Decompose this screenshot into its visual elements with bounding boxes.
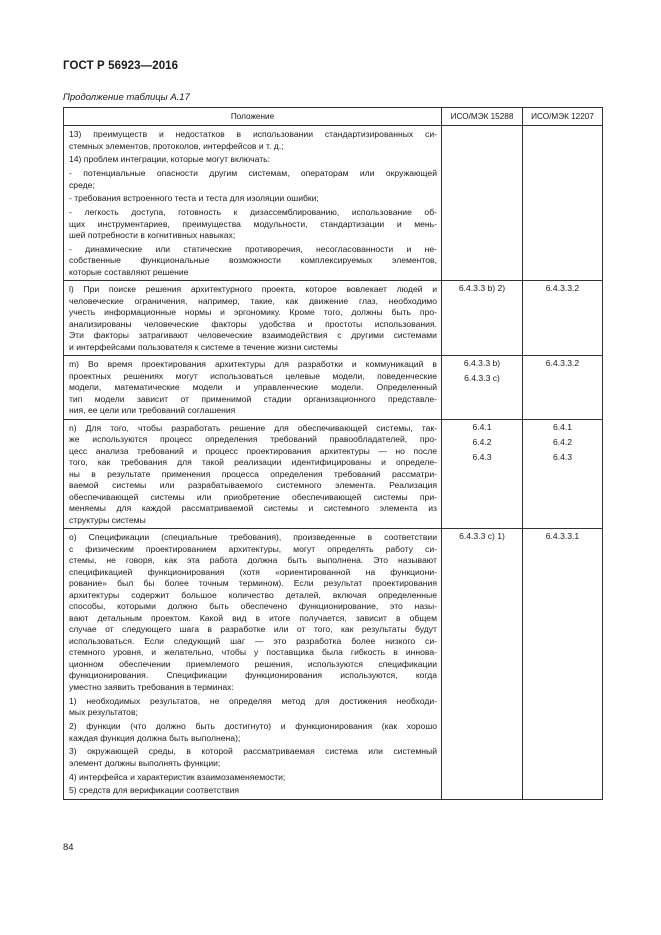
provision-text-line: же используются процесс определения требований правообладателей, про- xyxy=(69,434,437,445)
provision-text-line: спецификацией функционирования (хотя «ориентированной на функциони- xyxy=(69,566,437,577)
provision-text-line: 13) преимуществ и недостатков в использовании стандартизированных си- xyxy=(69,129,437,139)
provision-cell xyxy=(64,356,442,420)
provision-text-line: стемного уровня, и желательно, чтобы у поставщика была гибкость в иннова- xyxy=(69,647,437,658)
provision-cell xyxy=(64,529,442,799)
provision-cell xyxy=(64,419,442,529)
provision-text-line: ны в результате применения процесса определения требований рассматри- xyxy=(69,468,437,479)
provision-text-line: которые составляют решение xyxy=(69,266,189,277)
table-row xyxy=(64,356,603,420)
provision-text-line: - динамические или статические противоречия, несогласованности и не- xyxy=(69,243,437,254)
iso12207-ref-cell xyxy=(523,126,603,281)
provision-cell xyxy=(64,281,442,356)
iso12207-ref: 6.4.3.3.1 xyxy=(545,531,580,542)
table-row xyxy=(64,419,603,529)
provision-text-line: цесс анализа требований и процесс проектирования архитектуры — но после xyxy=(69,445,437,456)
provision-text-line: тип модели зависит от применимой стадии организационного представле- xyxy=(69,393,437,404)
provision-text-line: использоваться. Если следующий шаг — это разработка более низкого си- xyxy=(69,635,437,646)
column-header-iso12207: ИСО/МЭК 12207 xyxy=(523,108,603,126)
iso12207-ref: 6.4.3.3.2 xyxy=(545,358,580,369)
provision-text-line: l) При поиске решения архитектурного проекта, которое вовлекает людей и xyxy=(69,284,437,295)
provision-text-line: стемных элементов, протоколов, интерфейсов и т. д.; xyxy=(69,140,284,151)
requirements-table xyxy=(63,107,603,800)
table-row xyxy=(64,126,603,281)
iso15288-ref: 6.4.3.3 b) xyxy=(463,358,501,369)
provision-text-line: мых результатов; xyxy=(69,707,138,718)
provision-text-line: учесть информационные нормы и эргономику. Кроме того, должны быть про- xyxy=(69,307,437,318)
iso15288-ref: 6.4.3 xyxy=(472,451,492,462)
provision-text-line: случае от следующего шага в разработке или от того, как результаты будут xyxy=(69,624,437,635)
column-header-iso15288: ИСО/МЭК 15288 xyxy=(442,108,523,126)
provision-text-line: 2) функции (что должно быть достигнуто) и функционирования (как хорошо xyxy=(69,721,437,732)
provision-text-line: 4) интерфейса и характеристик взаимозаменяемости; xyxy=(69,771,286,782)
provision-text-line: - требования встроенного теста и теста для изоляции ошибки; xyxy=(69,193,319,204)
provision-text-line: и интерфейсами пользователя к системе в течение жизни системы xyxy=(69,341,338,352)
iso12207-ref: 6.4.3 xyxy=(552,451,573,462)
provision-text-line: 14) проблем интеграции, которые могут включать: xyxy=(69,154,270,165)
provision-text-line: - легкость доступа, готовность к дизассемблированию, использование об- xyxy=(69,207,437,218)
provision-text-line: вают детальным проектом. Какой вид в итоге получается, зависит в общем xyxy=(69,612,437,623)
provision-text-line: человеческие ограничения, например, такие, как движение глаз, необходимо xyxy=(69,295,437,306)
provision-text-line: меняемы для каждой рассматриваемой системы и системного элемента из xyxy=(69,503,437,514)
document-title: ГОСТ Р 56923—2016 xyxy=(63,60,179,72)
provision-text-line: анализированы человеческие факторы удобства и простоты использования. xyxy=(69,318,437,329)
iso12207-ref-cell xyxy=(523,419,603,529)
provision-text-line: уместно заявить требования в терминах: xyxy=(69,681,234,692)
provision-text-line: рование» был бы более точным термином). Если результат проектирования xyxy=(69,578,437,589)
iso15288-ref: 6.4.1 xyxy=(472,421,492,432)
provision-text-line: n) Для того, чтобы разработать решение для обеспечивающей системы, так- xyxy=(69,422,437,433)
provision-text-line: ния, ее цели или требований соглашения xyxy=(69,405,236,416)
iso12207-ref-cell xyxy=(523,529,603,799)
iso12207-ref-cell xyxy=(523,356,603,420)
iso15288-ref-cell xyxy=(442,529,523,799)
provision-cell xyxy=(64,126,442,281)
provision-text-line: щих инструментариев, преимущества модульности, стандартизации и мень- xyxy=(69,218,437,229)
page-number: 84 xyxy=(63,842,74,853)
table-continuation-caption: Продолжение таблицы А.17 xyxy=(63,92,190,103)
iso12207-ref: 6.4.2 xyxy=(552,436,573,447)
provision-text-line: о) Спецификации (специальные требования), произведенные в соответствии xyxy=(69,532,437,543)
provision-text-line: архитектуры содержит большое количество деталей, включая определенные xyxy=(69,589,437,600)
provision-text-line: функционирования. Спецификации функционирования используются, когда xyxy=(69,670,437,681)
iso15288-ref: 6.4.3.3 c) 1) xyxy=(459,531,505,542)
provision-text-line: шей потребности в когнитивных навыках; xyxy=(69,230,236,241)
iso15288-ref-cell xyxy=(442,281,523,356)
iso15288-ref: 6.4.3.3 c) xyxy=(464,373,500,384)
provision-text-line: среде; xyxy=(69,179,95,190)
provision-text-line: 1) необходимых результатов, не определяя метод для достижения необходи- xyxy=(69,695,437,706)
table-row xyxy=(64,529,603,799)
provision-text-line: m) Во время проектирования архитектуры для разработки и коммуникаций в xyxy=(69,359,437,370)
provision-text-line: собственные функциональные возможности комплексируемых элементов, xyxy=(69,255,437,266)
iso12207-ref: 6.4.1 xyxy=(552,421,573,432)
provision-text-line: способы, которыми должно быть обеспечено функционирование, это назы- xyxy=(69,601,437,612)
provision-text-line: каждая функция должна быть выполнена); xyxy=(69,732,241,743)
iso15288-ref: 6.4.3.3 b) 2) xyxy=(458,283,506,294)
table-header-row xyxy=(64,108,603,126)
provision-text-line: с физическим проектированием архитектуры, могут определять работу си- xyxy=(69,543,437,554)
iso12207-ref: 6.4.3.3.2 xyxy=(545,283,580,294)
provision-text-line: проектных решениях могут использоваться целевые модели, поведенческие xyxy=(69,370,437,381)
column-header-provision: Положение xyxy=(64,108,442,126)
provision-text-line: ционном обеспечении приемлемого решения, используются спецификации xyxy=(69,658,437,669)
provision-text-line: Эти факторы затрагивают человеческие взаимодействия с другими системами xyxy=(69,330,437,341)
iso15288-ref-cell xyxy=(442,126,523,281)
provision-text-line: того, как требования для такой реализации идентифицированы и определе- xyxy=(69,457,437,468)
provision-text-line: 5) средств для верификации соответствия xyxy=(69,785,240,796)
provision-text-line: модели, математические модели и управленческие модели. Определенный xyxy=(69,382,437,393)
provision-text-line: структуры системы xyxy=(69,514,146,525)
provision-text-line: обеспечивающей системы или приобретение обеспечивающей системы при- xyxy=(69,491,437,502)
iso15288-ref-cell xyxy=(442,419,523,529)
table-row xyxy=(64,281,603,356)
iso15288-ref-cell xyxy=(442,356,523,420)
provision-text-line: элемент должны выполнять функции; xyxy=(69,757,221,768)
provision-text-line: 3) окружающей среды, в которой рассматриваемая система или системный xyxy=(69,746,437,757)
provision-text-line: - потенциальные опасности другим системам, операторам или окружающей xyxy=(69,168,437,179)
iso12207-ref-cell xyxy=(523,281,603,356)
provision-text-line: стемы, не говоря, как эта работа должна быть выполнена. Это называют xyxy=(69,555,437,566)
provision-text-line: ваемой системы или разрабатываемого системного элемента. Реализация xyxy=(69,480,437,491)
iso15288-ref: 6.4.2 xyxy=(472,436,492,447)
